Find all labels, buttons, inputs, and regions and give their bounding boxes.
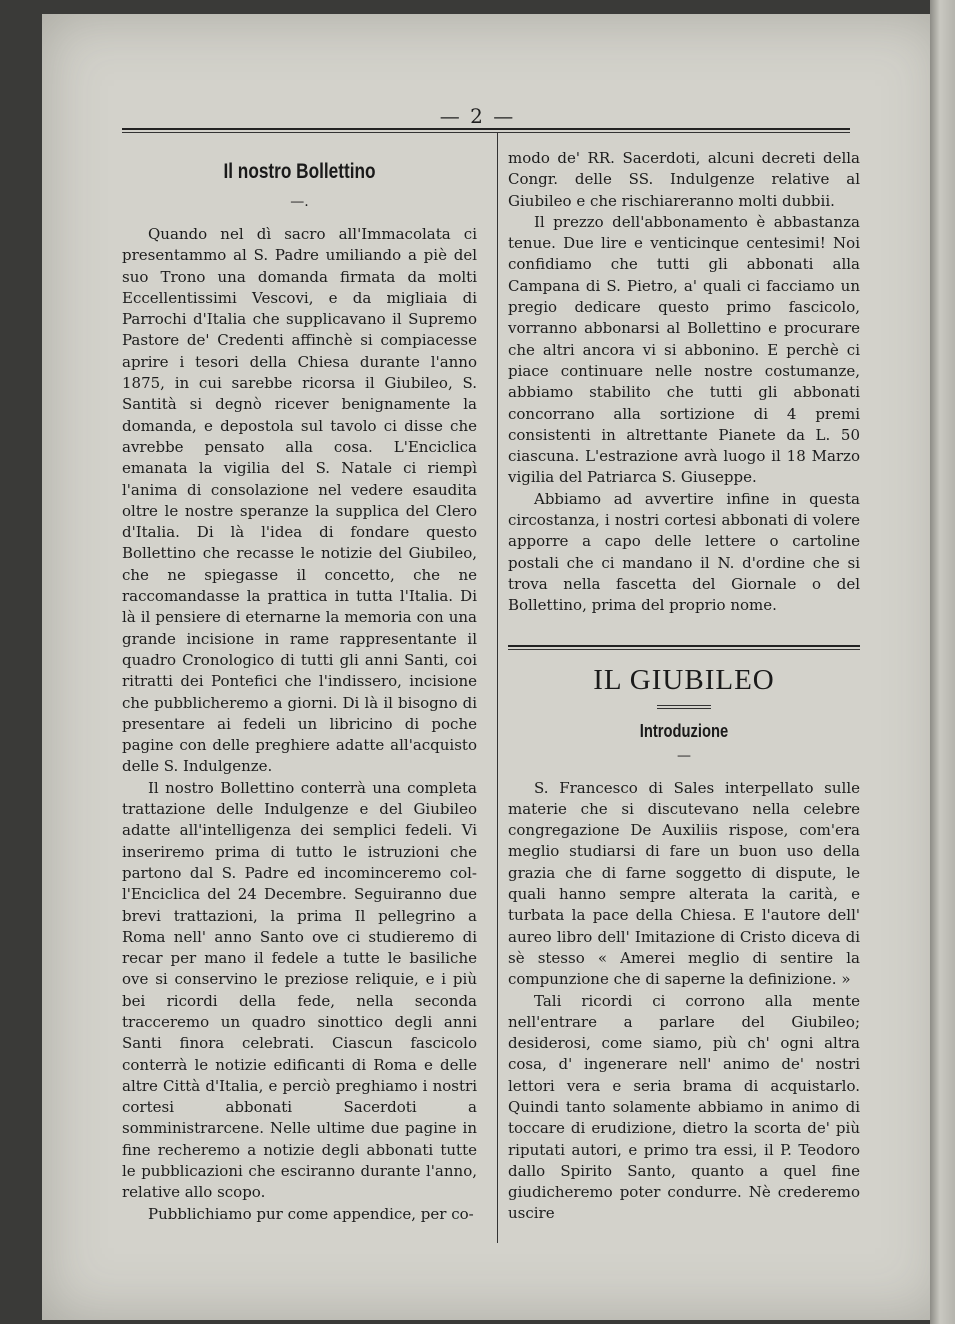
article-paragraph: Il prezzo dell'abbonamento è abbastanza tenue. Due lire e venticinque centesimi! Noi confidiamo che tutti gli abbonati alla Campana di S. Pietro, a' quali ci facciamo un pregio dedicare questo primo fascicolo, vorranno abbonarsi al Bollettino e procurare che altri ancora vi si abbonino. E perchè ci piace continuare nelle nostre costumanze, abbiamo stabilito che tutti gli abbonati concorrano alla sortizione di 4 premi consistenti in altrettante Pianete da L. 50 ciascuna. L'estrazione avrà luogo il 18 Marzo vigilia del Patriarca S. Giuseppe. [508, 212, 860, 487]
header-rule [122, 128, 850, 130]
title-ornament [657, 705, 711, 709]
article-paragraph: Il nostro Bollettino conterrà una completa trattazione delle Indulgenze e del Giubileo adatte all'intelligenza dei semplici fedeli. Vi inseriremo prima di tutto le istruzioni che partono dal S. Padre ed incominceremo col-l'Enciclica del 24 Decembre. Seguiranno due brevi trattazioni, la prima Il pellegrino a Roma nell' anno Santo ove ci studieremo di recar per mano il fedele a tutte le basiliche ove si conservino le preziose reliquie, e i più bei ricordi della fede, nella seconda tracceremo un quadro sinottico degli anni Santi finora celebrati. Ciascun fascicolo conterrà le notizie edificanti di Roma e delle altre Città d'Italia, e perciò preghiamo i nostri cortesi abbonati Sacerdoti a somministrarcene. Nelle ultime due pagine in fine recheremo a notizie degli abbonati tutte le pubblicazioni che esciranno durante l'anno, relative allo scopo. [122, 778, 477, 1202]
article-title: Il nostro Bollettino [223, 160, 376, 183]
article-paragraph: modo de' RR. Sacerdoti, alcuni decreti della Congr. delle SS. Indulgenze relative al Giubileo e che rischiareranno molti dubbii. [508, 149, 860, 210]
right-column [508, 148, 860, 1225]
header-rule-thin [122, 132, 850, 133]
article-paragraph: Quando nel dì sacro all'Immacolata ci presentammo al S. Padre umiliando a piè del suo Trono una domanda firmata da molti Eccellentissimi Vescovi, e da migliaia di Parrochi d'Italia che supplicavano il Supremo Pastore de' Credenti affinchè si compiacesse aprire i tesori della Chiesa durante l'anno 1875, in cui sarebbe ricorsa il Giubileo, S. Santità si degnò ricever benignamente la domanda, e depostola sul tavolo ci disse che avrebbe pensato alla cosa. L'Enciclica emanata la vigilia del S. Natale ci riempì l'anima di consolazione nel vedere esaudita oltre le nostre speranze la supplica del Clero d'Italia. Di là l'idea di fondare questo Bollettino che recasse le notizie del Giubileo, che ne spiegasse il concetto, che ne raccomandasse la prattica in tutta l'Italia. Di là il pensiere di eternarne la memoria con una grande incisione in rame rappresentante il quadro Cronologico di tutti gli anni Santi, coi ritratti dei Pontefici che l'indissero, incisione che pubblicheremo a giorni. Di là il bisogno di presentare ai fedeli un libricino di poche pagine con delle preghiere adatte all'acquisto delle S. Indulgenze. [122, 225, 477, 776]
subsection-separator: — [677, 747, 691, 764]
intro-paragraph: S. Francesco di Sales interpellato sulle materie che si discutevano nella celebre congregazione De Auxiliis rispose, com'era meglio studiarsi di fare un buon uso della grazia che di farne soggetto di dispute, le quali hanno sempre alterata la carità, e turbata la pace della Chiesa. E l'autore dell' aureo libro dell' Imitazione di Cristo diceva di sè stesso « Amerei meglio di sentire la compunzione che di saperne la definizione. » [508, 778, 860, 989]
article-paragraph: Abbiamo ad avvertire infine in questa circostanza, i nostri cortesi abbonati di volere apporre a capo delle lettere o cartoline postali che ci mandano il N. d'ordine che si trova nella fascetta del Giornale o del Bollettino, prima del proprio nome. [508, 489, 860, 615]
page-edge [930, 0, 955, 1324]
title-separator: —. [290, 194, 309, 210]
subsection-title: Introduzione [639, 720, 729, 741]
section-title: IL GIUBILEO [593, 663, 775, 696]
page-number: — 2 — [439, 104, 516, 128]
intro-paragraph: Tali ricordi ci corrono alla mente nell'entrare a parlare del Giubileo; desiderosi, come siamo, più ch' ogni altra cosa, d' ingenerare nell' animo de' nostri lettori vera e seria brama di acquistarlo. Quindi tanto solamente abbiamo in animo di toccare di erudizione, dietro la scorta de' più riputati autori, e primo tra essi, il P. Teodoro dallo Spirito Santo, quanto a quel fine giudicheremo poter condurre. Nè crederemo uscire [508, 991, 860, 1223]
left-column [122, 148, 477, 1225]
article-paragraph: Pubblichiamo pur come appendice, per co- [148, 1204, 474, 1223]
section-rule [508, 645, 860, 650]
column-divider [497, 133, 498, 1243]
